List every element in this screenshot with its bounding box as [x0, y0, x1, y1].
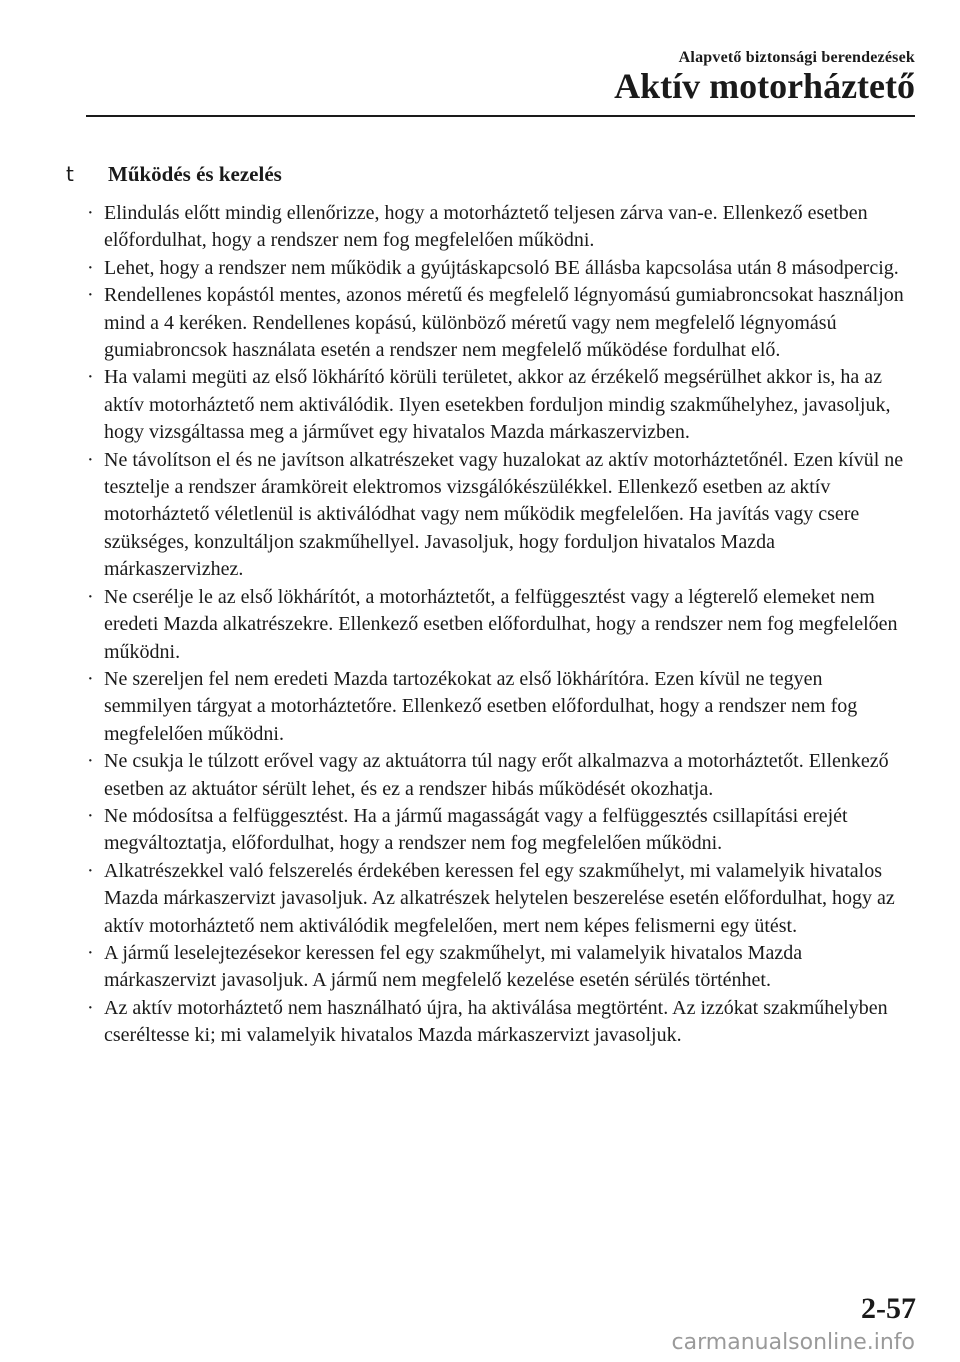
section-title: Működés és kezelés [108, 162, 282, 186]
list-item [83, 995, 915, 1050]
chapter-label: Alapvető biztonsági berendezések [678, 49, 915, 66]
list-item-text: Lehet, hogy a rendszer nem működik a gyújtáskapcsoló BE állásba kapcsolása után 8 másodpercig. [104, 256, 899, 279]
list-item-text: Rendellenes kopástól mentes, azonos méretű és megfelelő légnyomású gumiabroncsokat használjon mind a 4 keréken. Rendellenes kopású, különböző méretű vagy nem megfelelő légnyomású gumiabroncsok használata esetén a rendszer nem megfelelő működése fordulhat elő. [104, 284, 904, 362]
list-item-text: Az aktív motorháztető nem használható újra, ha aktiválása megtörtént. Az izzókat szakműhelyben cseréltesse ki; mi valamelyik hivatalos Mazda márkaszervizt javasoljuk. [104, 996, 888, 1047]
bullet-icon: · [87, 750, 94, 773]
list-item-text: A jármű leselejtezésekor keressen fel egy szakműhelyt, mi valamelyik hivatalos Mazda márkaszervizt javasoljuk. A jármű nem megfelelő kezelése esetén sérülés történhet. [104, 941, 803, 992]
page-title: Aktív motorháztető [614, 66, 915, 106]
bullet-icon: · [87, 859, 94, 882]
header-divider [86, 115, 915, 117]
list-item-text: Elindulás előtt mindig ellenőrizze, hogy a motorháztető teljesen zárva van-e. Ellenkező esetben előfordulhat, hogy a rendszer nem fog megfelelően működni. [104, 202, 868, 252]
bullet-icon: · [87, 941, 94, 964]
list-item [83, 282, 915, 364]
list-item-text: Ha valami megüti az első lökhárító körüli területet, akkor az érzékelő megsérülhet akkor is, ha az aktív motorháztető nem aktiválódik. Ilyen esetekben forduljon mindig szakműhelyhez, javasoljuk, hogy vizsgáltassa meg a járművet egy hivatalos Mazda márkaszervizben. [104, 366, 891, 444]
watermark-text: carmanualsonline.info [671, 1330, 915, 1355]
list-item [83, 447, 915, 584]
list-item [83, 255, 915, 282]
bullet-icon: · [87, 804, 94, 827]
list-item [83, 940, 915, 995]
bullet-icon: · [87, 996, 94, 1019]
list-item [83, 748, 915, 803]
bullet-list [83, 200, 915, 1050]
list-item [83, 858, 915, 940]
page-number: 2-57 [861, 1292, 916, 1325]
bullet-icon: · [87, 667, 94, 690]
list-item-text: Ne cserélje le az első lökhárítót, a motorháztetőt, a felfüggesztést vagy a légterelő elemeket nem eredeti Mazda alkatrészekre. Ellenkező esetben előfordulhat, hogy a rendszer nem fog megfelelően működni. [104, 585, 898, 663]
list-item-text: Ne csukja le túlzott erővel vagy az aktuátorra túl nagy erőt alkalmazva a motorháztetőt. Ellenkező esetben az aktuátor sérült lehet, és ez a rendszer hibás működését okozhatja. [104, 750, 889, 800]
list-item [83, 200, 915, 255]
list-item-text: Ne távolítson el és ne javítson alkatrészeket vagy huzalokat az aktív motorháztetőnél. Ezen kívül ne tesztelje a rendszer áramköreit elektromos vizsgálókészülékkel. Ellenkező esetben az aktív motorháztető véletlenül is aktiválódhat vagy nem működik megfelelően. Ha javítás vagy csere szükséges, konzultáljon szakműhellyel. Javasoljuk, hogy forduljon hivatalos Mazda márkaszervizhez. [104, 448, 904, 581]
bullet-icon: · [87, 256, 94, 279]
section-heading [66, 162, 282, 187]
list-item [83, 364, 915, 446]
list-item [83, 803, 915, 858]
list-item [83, 666, 915, 748]
list-item [83, 584, 915, 666]
section-marker-icon: t [66, 162, 74, 186]
bullet-icon: · [87, 585, 94, 608]
list-item-text: Ne módosítsa a felfüggesztést. Ha a jármű magasságát vagy a felfüggesztés csillapítási erejét megváltoztatja, előfordulhat, hogy a rendszer nem fog megfelelően működni. [104, 804, 848, 855]
list-item-text: Ne szereljen fel nem eredeti Mazda tartozékokat az első lökhárítóra. Ezen kívül ne tegyen semmilyen tárgyat a motorháztetőre. Ellenkező esetben előfordulhat, hogy a rendszer nem fog megfelelően működni. [104, 667, 858, 745]
list-item-text: Alkatrészekkel való felszerelés érdekében keressen fel egy szakműhelyt, mi valamelyik hivatalos Mazda márkaszervizt javasoljuk. Az alkatrészek helytelen beszerelése esetén előfordulhat, hogy az aktív motorháztető nem aktiválódik megfelelően, mert nem képes felismerni egy ütést. [104, 859, 895, 937]
bullet-icon: · [87, 202, 94, 224]
bullet-icon: · [87, 448, 94, 471]
bullet-icon: · [87, 284, 94, 307]
bullet-icon: · [87, 366, 94, 389]
